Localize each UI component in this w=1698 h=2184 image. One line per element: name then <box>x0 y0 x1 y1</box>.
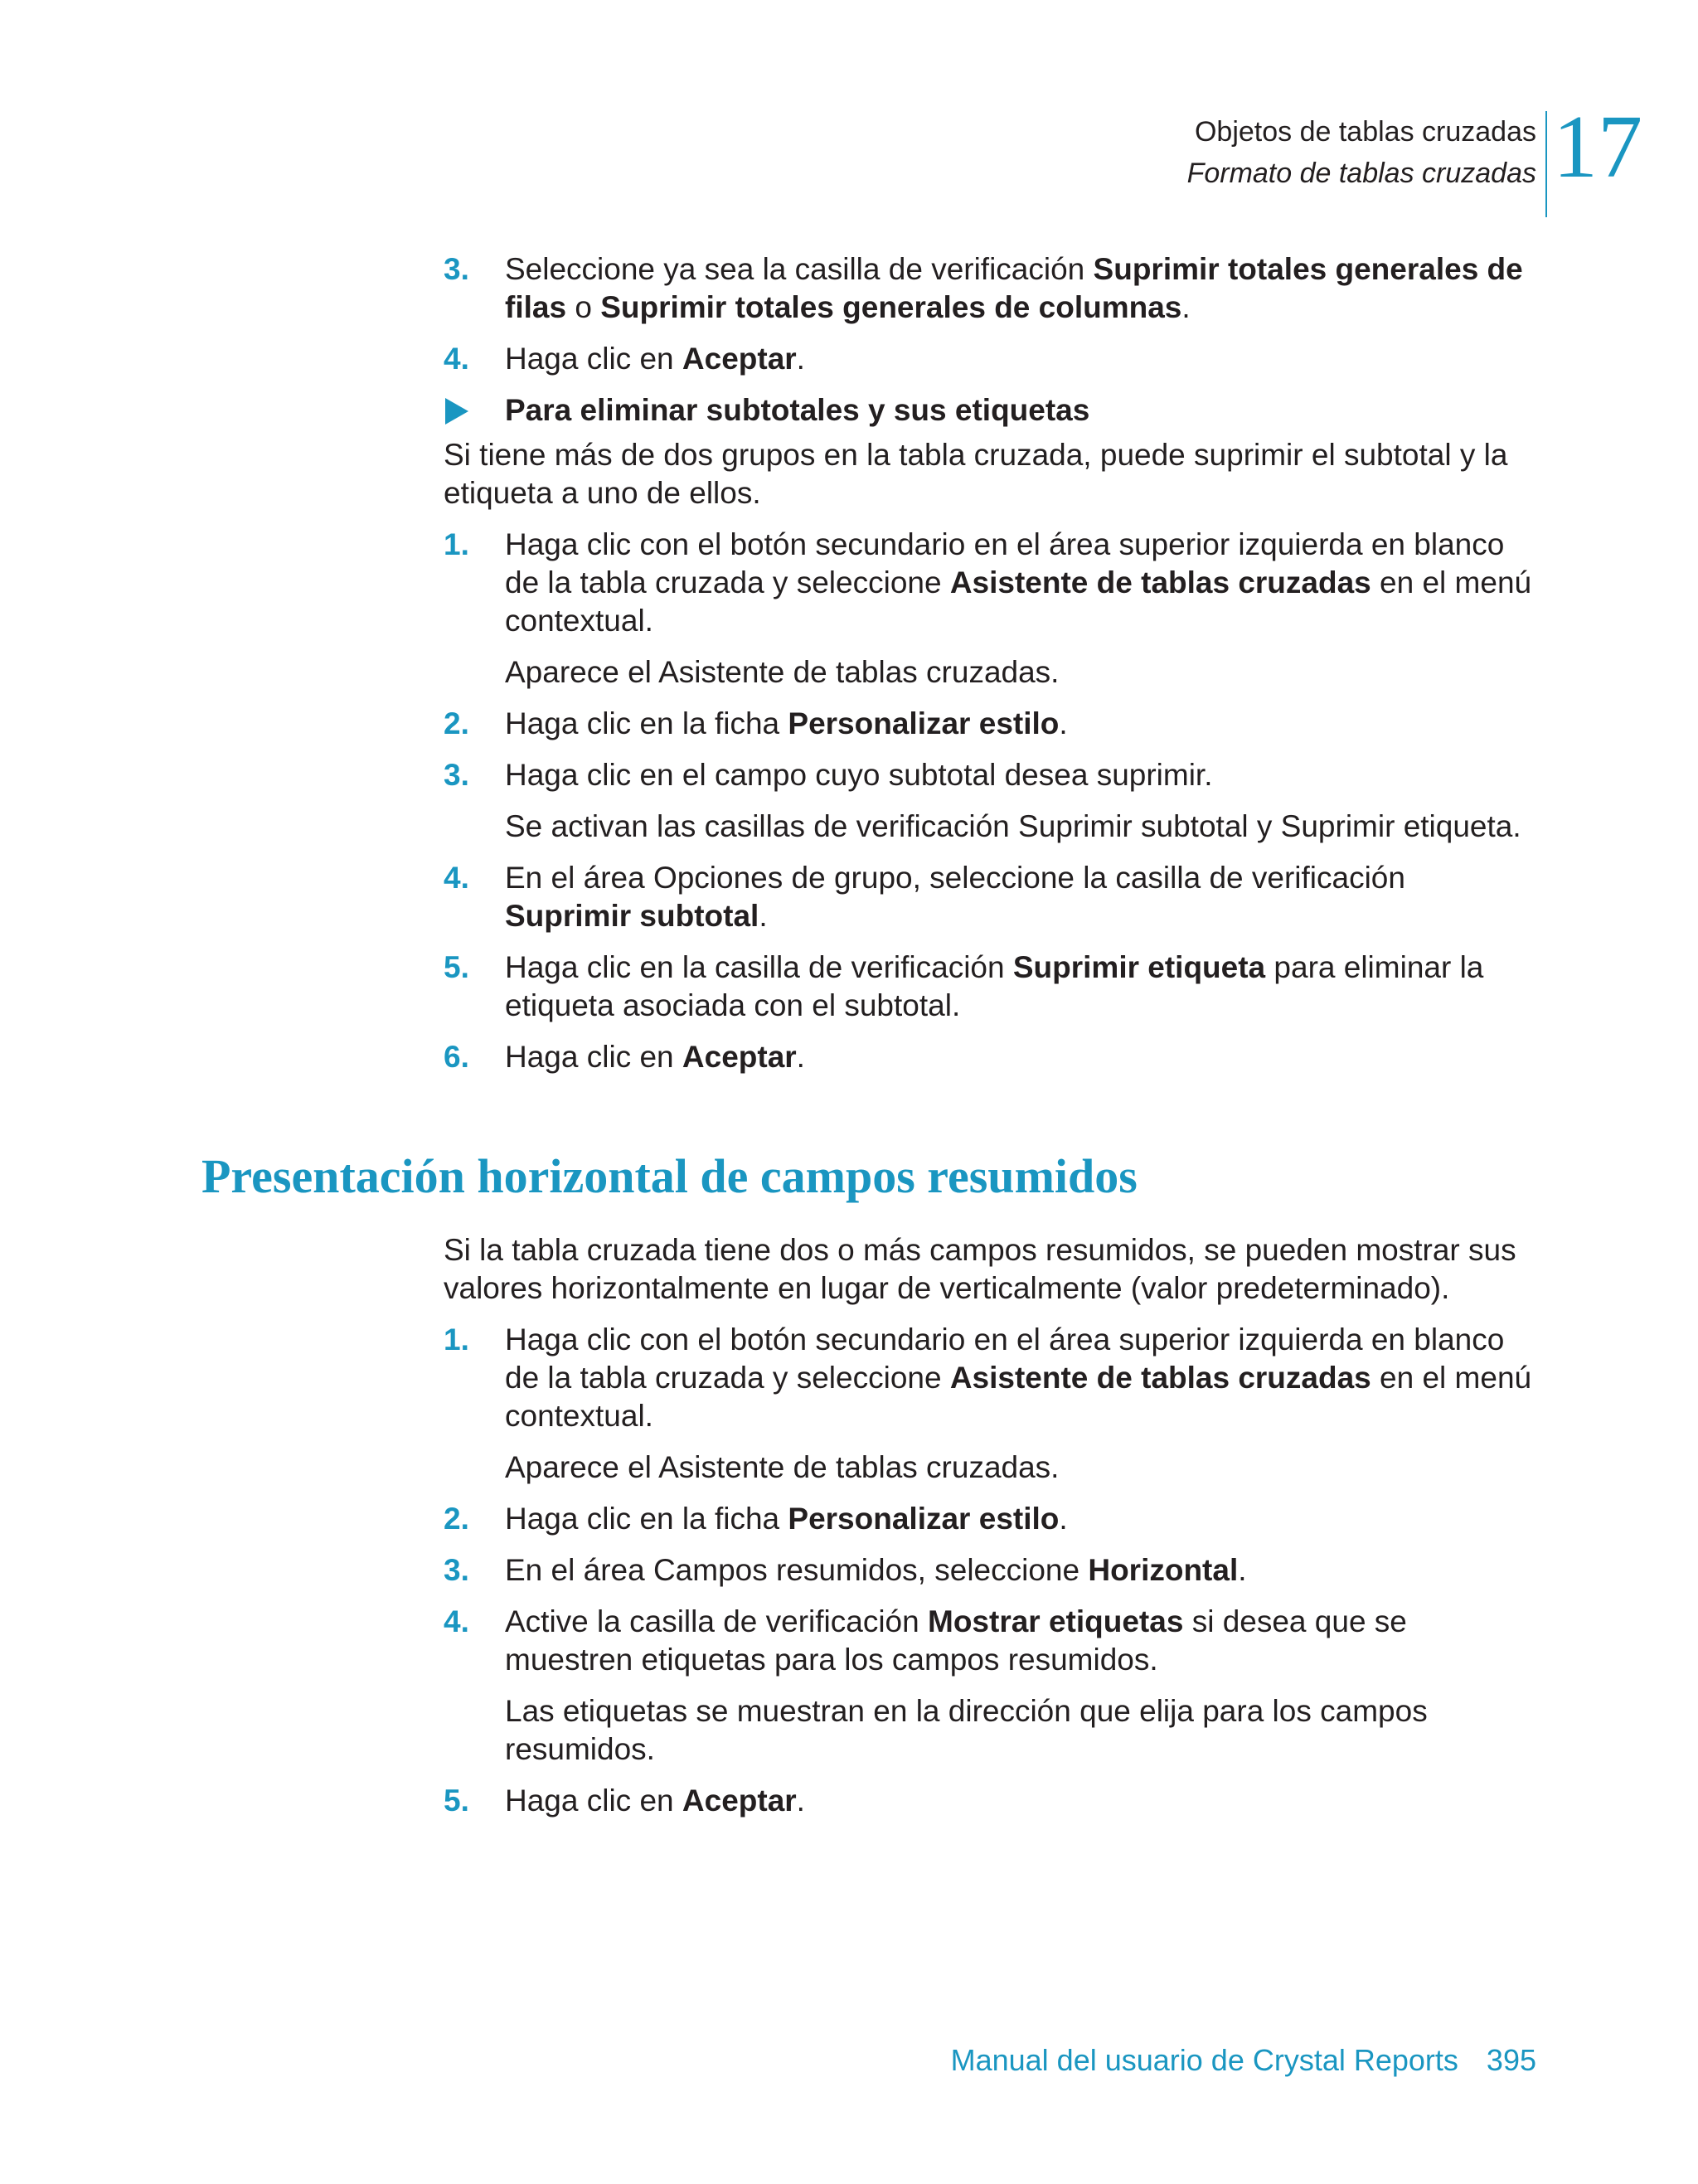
step-text: . <box>759 899 768 933</box>
step-number: 1. <box>444 527 469 561</box>
step-number: 3. <box>444 758 469 792</box>
list-item <box>444 756 1538 794</box>
step-number: 1. <box>444 1323 469 1357</box>
list-item <box>444 859 1538 935</box>
step-text: Haga clic en la ficha <box>505 1502 788 1536</box>
list-item <box>444 526 1538 640</box>
step-number: 3. <box>444 1553 469 1587</box>
step-note: Aparece el Asistente de tablas cruzadas. <box>505 655 1060 689</box>
step-text: Haga clic en <box>505 1040 682 1074</box>
step-text: en el menú contextual. <box>505 1361 1532 1433</box>
step-text: . <box>796 342 805 376</box>
step-bold: Horizontal <box>1088 1553 1239 1587</box>
step-bold: Asistente de tablas cruzadas <box>949 565 1371 599</box>
step-text: Haga clic en el campo cuyo subtotal desea suprimir. <box>505 758 1213 792</box>
running-header <box>1187 111 1536 194</box>
step-number: 5. <box>444 1784 469 1818</box>
step-text: . <box>1181 290 1191 324</box>
step-text: . <box>1059 1502 1068 1536</box>
step-note: Las etiquetas se muestran en la dirección que elija para los campos resumidos. <box>505 1694 1428 1766</box>
step-text: Haga clic en <box>505 342 682 376</box>
step-text: Haga clic en <box>505 1784 682 1818</box>
step-text: . <box>1059 706 1068 740</box>
step-bold: Aceptar <box>682 1040 797 1074</box>
step-number: 4. <box>444 342 469 376</box>
procedure-heading-text: Para eliminar subtotales y sus etiquetas <box>505 393 1090 427</box>
step-text: . <box>796 1040 805 1074</box>
step-note: Se activan las casillas de verificación Suprimir subtotal y Suprimir etiqueta. <box>505 809 1521 843</box>
list-item <box>444 949 1538 1025</box>
list-item <box>444 1603 1538 1679</box>
manual-title: Manual del usuario de Crystal Reports <box>950 2043 1458 2077</box>
step-text: . <box>1238 1553 1247 1587</box>
list-item <box>444 705 1538 743</box>
step-number: 2. <box>444 1502 469 1536</box>
list-item <box>444 1551 1538 1589</box>
triangle-bullet-icon <box>445 398 468 425</box>
step-bold: Mostrar etiquetas <box>928 1604 1184 1638</box>
chapter-title: Objetos de tablas cruzadas <box>1194 116 1536 148</box>
procedure-heading <box>444 391 1538 430</box>
chapter-number: 17 <box>1553 98 1642 197</box>
step-bold: Suprimir etiqueta <box>1012 950 1266 984</box>
step-text: Haga clic en la casilla de verificación <box>505 950 1013 984</box>
step-bold: Personalizar estilo <box>788 706 1060 740</box>
step-bold: Suprimir totales generales de filas <box>505 252 1523 324</box>
step-text: o <box>566 290 601 324</box>
body-block-top <box>444 250 1538 1090</box>
step-number: 5. <box>444 950 469 984</box>
step-number: 6. <box>444 1040 469 1074</box>
step-text: Haga clic con el botón secundario en el área superior izquierda en blanco de la tabla cruzada y seleccione <box>505 527 1505 599</box>
step-text: Haga clic en la ficha <box>505 706 788 740</box>
page-number: 395 <box>1486 2043 1536 2077</box>
list-item <box>444 1038 1538 1076</box>
section-intro: Si la tabla cruzada tiene dos o más campos resumidos, se pueden mostrar sus valores horizontalmente en lugar de verticalmente (valor predeterminado). <box>444 1233 1516 1305</box>
step-number: 3. <box>444 252 469 286</box>
step-text: En el área Opciones de grupo, seleccione la casilla de verificación <box>505 861 1405 895</box>
step-number: 2. <box>444 706 469 740</box>
step-bold: Aceptar <box>682 1784 797 1818</box>
list-item <box>444 250 1538 327</box>
step-text: . <box>796 1784 805 1818</box>
page-footer <box>951 2043 1536 2078</box>
step-bold: Personalizar estilo <box>788 1502 1060 1536</box>
list-item <box>444 1782 1538 1820</box>
step-text: para eliminar la etiqueta asociada con el subtotal. <box>505 950 1484 1022</box>
list-item <box>444 1321 1538 1435</box>
step-bold: Suprimir totales generales de columnas <box>600 290 1182 324</box>
step-bold: Suprimir subtotal <box>505 899 759 933</box>
step-text: Seleccione ya sea la casilla de verificación <box>505 252 1094 286</box>
section-title-header: Formato de tablas cruzadas <box>1186 158 1536 189</box>
list-item <box>444 340 1538 378</box>
step-number: 4. <box>444 1604 469 1638</box>
step-text: En el área Campos resumidos, seleccione <box>505 1553 1089 1587</box>
procedure-intro: Si tiene más de dos grupos en la tabla cruzada, puede suprimir el subtotal y la etiqueta a uno de ellos. <box>444 438 1508 510</box>
body-block-section <box>444 1231 1538 1833</box>
step-note: Aparece el Asistente de tablas cruzadas. <box>505 1450 1060 1484</box>
list-item <box>444 1500 1538 1538</box>
step-bold: Asistente de tablas cruzadas <box>949 1361 1371 1395</box>
step-text: en el menú contextual. <box>505 565 1532 638</box>
step-number: 4. <box>444 861 469 895</box>
section-heading: Presentación horizontal de campos resumidos <box>201 1149 1138 1203</box>
step-text: Haga clic con el botón secundario en el área superior izquierda en blanco de la tabla cruzada y seleccione <box>505 1323 1505 1395</box>
step-bold: Aceptar <box>682 342 797 376</box>
step-text: Active la casilla de verificación <box>505 1604 928 1638</box>
step-text: si desea que se muestren etiquetas para los campos resumidos. <box>505 1604 1407 1677</box>
header-divider <box>1545 111 1547 217</box>
